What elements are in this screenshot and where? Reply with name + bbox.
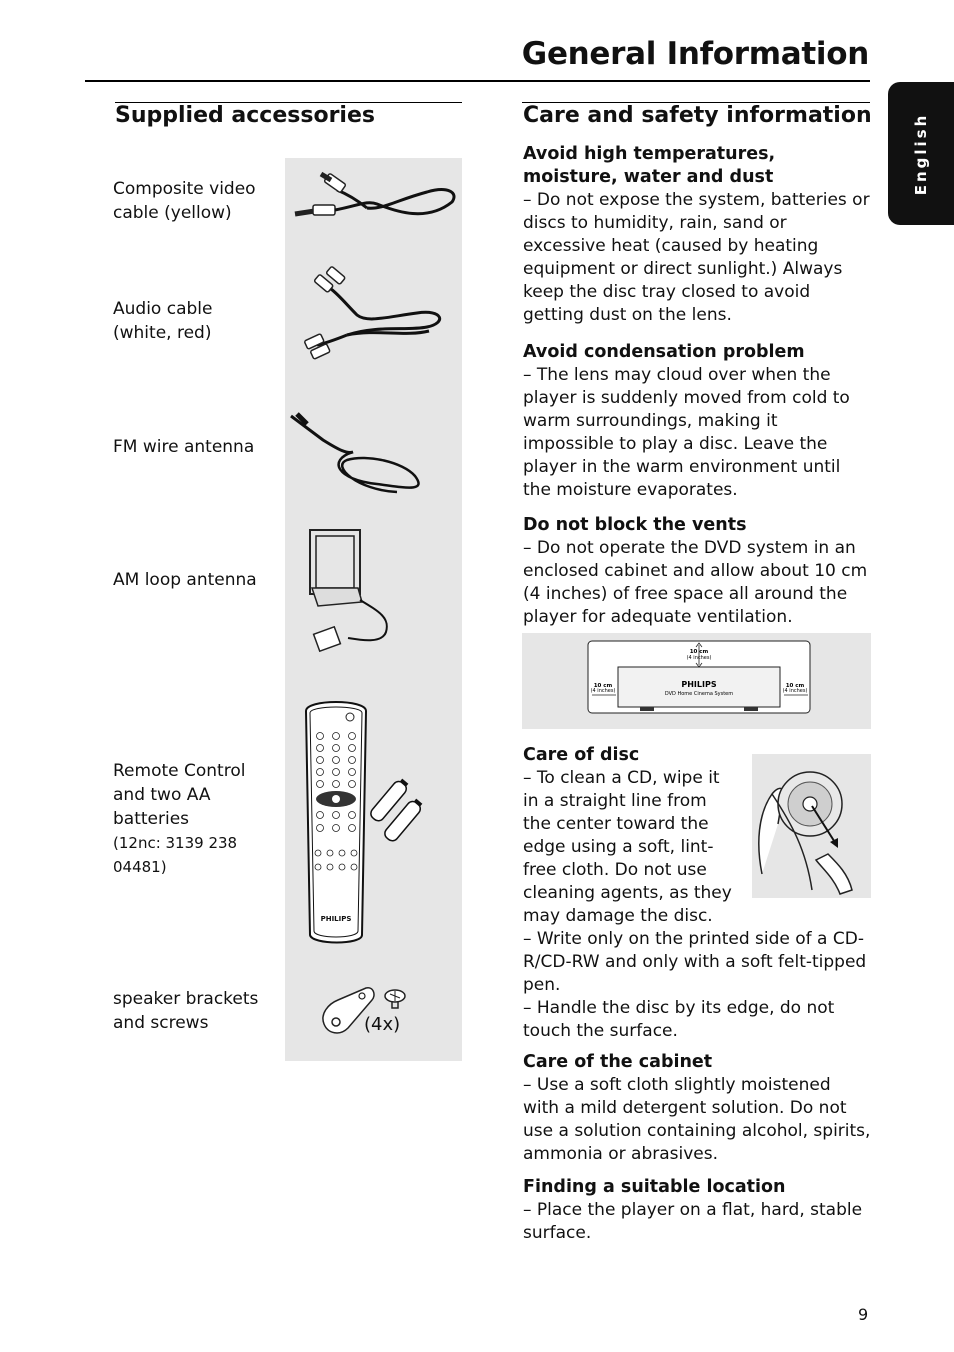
language-tab — [888, 82, 954, 225]
care-title: Care and safety information — [523, 103, 872, 128]
vent-top-label1: 10 cm — [689, 649, 709, 655]
care-section-cabinet — [523, 1051, 871, 1166]
accessory-audio-label: Audio cable (white, red) — [113, 299, 213, 343]
remote-control-icon — [300, 695, 460, 950]
vent-brand: PHILIPS — [681, 680, 717, 689]
care-section-vents — [523, 514, 871, 629]
accessory-composite-label: Composite video cable (yellow) — [113, 179, 256, 223]
care-text: – The lens may cloud over when the player is suddenly moved from cold to warm surroundings, making it impossible to play a disc. Leave the player in the warm environment until the moisture evaporates. — [523, 365, 850, 500]
vent-right-label2: (4 inches) — [782, 688, 808, 694]
am-loop-antenna-icon — [290, 522, 460, 662]
vent-left-label2: (4 inches) — [590, 688, 616, 694]
care-text: – Do not expose the system, batteries or discs to humidity, rain, sand or excessive heat (caused by heating equipment or direct sunlight.) Always keep the disc tray closed to avoid getting dust on the lens. — [523, 190, 870, 325]
vent-left-label1: 10 cm — [593, 683, 613, 689]
accessory-fm-label: FM wire antenna — [113, 437, 255, 457]
ventilation-diagram — [522, 633, 871, 729]
care-section-temperature — [523, 143, 871, 327]
care-heading: Finding a suitable location — [523, 1177, 786, 1197]
remote-part-code: (12nc: 3139 238 04481) — [113, 834, 238, 876]
care-text: – Do not operate the DVD system in an enclosed cabinet and allow about 10 cm (4 inches) of free space all around the player for adequate ventilation. — [523, 538, 868, 627]
vent-top-label2: (4 inches) — [686, 655, 712, 661]
care-section-condensation — [523, 341, 871, 502]
disc-cleaning-illustration — [752, 754, 871, 898]
care-heading: Do not block the vents — [523, 515, 747, 535]
care-text: – Handle the disc by its edge, do not touch the surface. — [523, 998, 835, 1041]
care-heading: Avoid condensation problem — [523, 342, 805, 362]
title-rule — [85, 80, 870, 82]
care-heading: Care of the cabinet — [523, 1052, 713, 1072]
care-heading: Care of disc — [523, 745, 640, 765]
audio-cable-icon — [287, 265, 461, 361]
accessory-remote-label: Remote Control and two AA batteries (12nc: 3139 238 04481) — [113, 759, 293, 879]
vent-right-label1: 10 cm — [785, 683, 805, 689]
care-text: – To clean a CD, wipe it in a straight line from the center toward the edge using a soft, lint-free cloth. Do not use cleaning agents, as they may damage the disc. — [523, 768, 732, 926]
accessory-bracket-label: speaker brackets and screws — [113, 989, 259, 1033]
accessories-title: Supplied accessories — [115, 103, 375, 128]
accessory-am-label: AM loop antenna — [113, 570, 257, 590]
fm-antenna-icon — [287, 410, 461, 500]
bracket-quantity: (4x) — [364, 1014, 401, 1035]
page-title: General Information — [521, 36, 869, 72]
screw-icon — [383, 988, 407, 1010]
care-section-location — [523, 1176, 871, 1245]
vent-model: DVD Home Cinema System — [664, 691, 734, 697]
composite-cable-icon — [287, 170, 461, 232]
page-number: 9 — [858, 1305, 869, 1324]
care-heading: Avoid high temperatures, moisture, water and dust — [523, 144, 776, 187]
care-text: – Use a soft cloth slightly moistened with a mild detergent solution. Do not use a solution containing alcohol, spirits, ammonia or abrasives. — [523, 1075, 871, 1164]
language-tab-label: English — [912, 112, 930, 195]
care-text: – Place the player on a flat, hard, stable surface. — [523, 1200, 863, 1243]
care-text: – Write only on the printed side of a CD-R/CD-RW and only with a soft felt-tipped pen. — [523, 929, 867, 995]
remote-brand: PHILIPS — [320, 915, 352, 923]
